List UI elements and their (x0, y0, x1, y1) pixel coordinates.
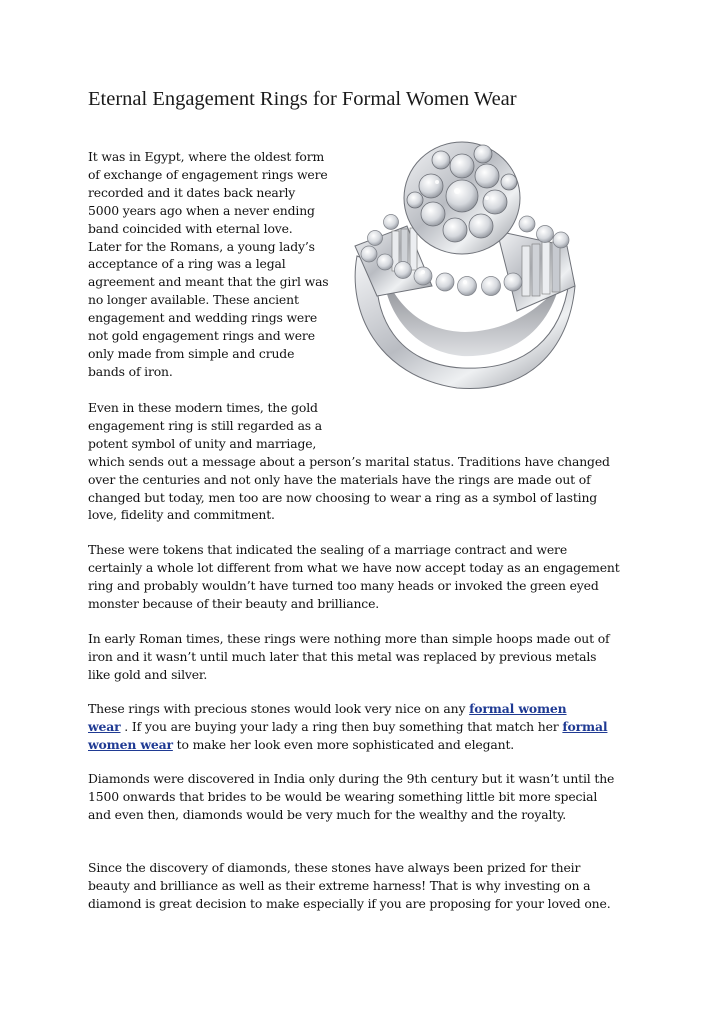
text-line: potent symbol of unity and marriage, (88, 435, 317, 451)
text-line: of exchange of engagement rings were (88, 166, 328, 182)
text-line: over the centuries and not only have the materials have the rings are made out of (88, 471, 591, 487)
text-line: It was in Egypt, where the oldest form (88, 149, 325, 164)
text-line: like gold and silver. (88, 666, 208, 682)
text-line: and even then, diamonds would be very much for the wealthy and the royalty. (88, 806, 567, 822)
paragraph-egypt-history (88, 148, 346, 381)
formal-women-wear-link[interactable]: wear (88, 718, 121, 734)
text-line: acceptance of a ring was a legal (88, 256, 286, 272)
paragraph-diamonds-india (88, 770, 644, 824)
text-line: In early Roman times, these rings were nothing more than simple hoops made out of (88, 631, 610, 646)
text-segment: These rings with precious stones would look very nice on any (88, 701, 470, 716)
paragraph-tokens (88, 541, 644, 613)
text-line: not gold engagement rings and were (88, 328, 315, 344)
text-line: These were tokens that indicated the sealing of a marriage contract and were (88, 542, 567, 557)
formal-women-wear-link[interactable]: formal women (469, 701, 567, 716)
text-segment: . If you are buying your lady a ring then buy something that match her (120, 718, 563, 734)
text-line: bands of iron. (88, 363, 173, 379)
text-line: 1500 onwards that brides to be would be wearing something little bit more special (88, 788, 598, 804)
text-line: Diamonds were discovered in India only during the 9th century but it wasn’t until the (88, 771, 615, 786)
paragraph-diamond-investment (88, 859, 644, 913)
text-line: monster because of their beauty and brilliance. (88, 595, 380, 611)
text-line: beauty and brilliance as well as their extreme harness! That is why investing on a (88, 877, 591, 893)
text-line: only made from simple and crude (88, 345, 295, 361)
formal-women-wear-link-2[interactable]: women wear (88, 736, 173, 752)
paragraph-modern-times (88, 399, 644, 524)
text-line (88, 700, 644, 718)
text-line: engagement ring is still regarded as a (88, 417, 323, 433)
text-line: no longer available. These ancient (88, 292, 299, 308)
text-line: ring and probably wouldn’t have turned too many heads or invoked the green eyed (88, 577, 599, 593)
text-line: love, fidelity and commitment. (88, 507, 275, 523)
document-title: Eternal Engagement Rings for Formal Women Wear (88, 88, 517, 110)
text-line: certainly a whole lot different from what we have now accept today as an engagement (88, 559, 620, 575)
text-line (88, 736, 644, 754)
text-line: recorded and it dates back nearly (88, 184, 296, 200)
text-line: band coincided with eternal love. (88, 220, 293, 236)
text-line: diamond is great decision to make especially if you are proposing for your loved one. (88, 895, 611, 911)
formal-women-wear-link-2[interactable]: formal (562, 718, 608, 734)
text-line: agreement and meant that the girl was (88, 274, 329, 290)
text-line: changed but today, men too are now choosing to wear a ring as a symbol of lasting (88, 489, 598, 505)
text-line: engagement and wedding rings were (88, 310, 318, 326)
text-line: Later for the Romans, a young lady’s (88, 238, 315, 254)
paragraph-formal-women-wear (88, 700, 644, 754)
text-line: Even in these modern times, the gold (88, 400, 318, 415)
text-segment: to make her look even more sophisticated and elegant. (172, 736, 515, 752)
paragraph-roman-times (88, 630, 644, 684)
diamond-ring-icon (337, 136, 583, 398)
text-line: iron and it wasn’t until much later that this metal was replaced by previous metals (88, 648, 597, 664)
document-page (88, 86, 648, 911)
text-line: 5000 years ago when a never ending (88, 202, 315, 218)
text-line (88, 718, 644, 736)
text-line: Since the discovery of diamonds, these stones have always been prized for their (88, 860, 581, 875)
text-line: which sends out a message about a person’s marital status. Traditions have changed (88, 453, 610, 469)
